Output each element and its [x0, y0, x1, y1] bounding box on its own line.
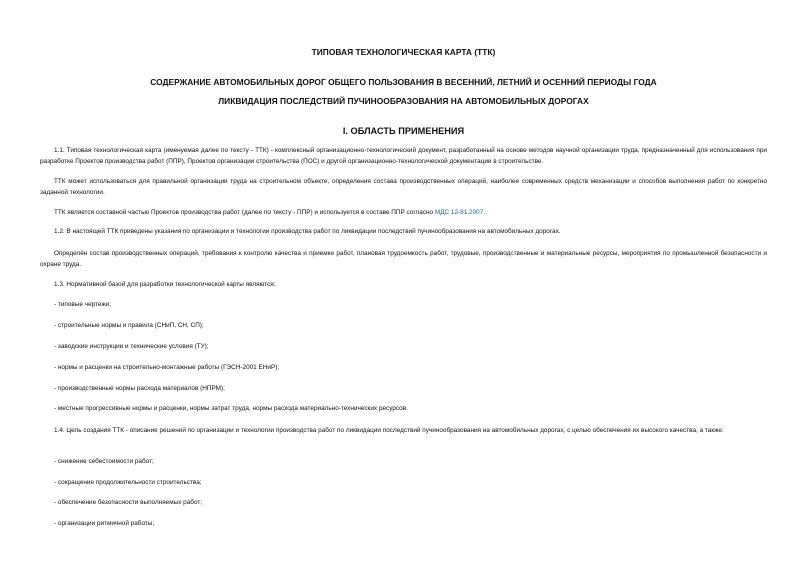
list-item: - обеспечение безопасности выполняемых работ; [54, 499, 203, 506]
list-item: - строительные нормы и правила (СНиП, СН, СП); [54, 322, 204, 329]
paragraph-ttk-part-text: ТТК является составной частью Проектов производства работ (далее по тексту - ППР) и используется в составе ППР согласно [54, 209, 435, 216]
paragraph-1-1: 1.1. Типовая технологическая карта (именуемая далее по тексту - ТТК) - комплексный организационно-технологический документ, разработанный на основе методов научной организации труда, предназначенный для использования при разработке Проектов производства работ (ППР), Проектов организации строительства (ПОС) и другой организационно-технологической документации в строительстве. [40, 147, 767, 165]
list-item: - нормы и расценки на строительно-монтажные работы (ГЭСН-2001 ЕНиР); [54, 364, 280, 371]
mds-reference-link[interactable]: МДС 12-81.2007 [434, 209, 484, 216]
paragraph-ttk-use: ТТК может использоваться для правильной организации труда на строительном объекте, определения состава производственных операций, наиболее современных средств механизации и способов выполнения работ по конкретно заданной технологии. [40, 178, 767, 196]
paragraph-ttk-part-end: . [483, 209, 486, 216]
list-item: - производственные нормы расхода материалов (НПРМ); [54, 385, 225, 392]
document-subtitle-road-maintenance: СОДЕРЖАНИЕ АВТОМОБИЛЬНЫХ ДОРОГ ОБЩЕГО ПОЛЬЗОВАНИЯ В ВЕСЕННИЙ, ЛЕТНИЙ И ОСЕННИЙ ПЕРИОДЫ ГОДА [150, 77, 657, 87]
document-title: ТИПОВАЯ ТЕХНОЛОГИЧЕСКАЯ КАРТА (ТТК) [311, 47, 496, 57]
paragraph-1-4: 1.4. Цель создания ТТК - описание решений по организации и технологии производства работ по ликвидации последствий пучинообразования на автомобильных дорогах, с целью обеспечения их высокого качества, а также: [54, 427, 724, 434]
document-subtitle-heaving: ЛИКВИДАЦИЯ ПОСЛЕДСТВИЙ ПУЧИНООБРАЗОВАНИЯ НА АВТОМОБИЛЬНЫХ ДОРОГАХ [218, 96, 589, 106]
paragraph-1-2: 1.2. В настоящей ТТК приведены указания по организации и технологии производства работ по ликвидации последствий пучинообразования на автомобильных дорогах. [54, 228, 561, 235]
document-page [40, 0, 767, 571]
list-item: - снижение себестоимости работ; [54, 458, 154, 465]
section-heading-scope: I. ОБЛАСТЬ ПРИМЕНЕНИЯ [342, 126, 465, 136]
paragraph-ttk-part [40, 207, 767, 218]
paragraph-1-3: 1.3. Нормативной базой для разработки технологической карты являются: [54, 281, 276, 288]
list-item: - организации ритмичной работы; [54, 520, 155, 527]
list-item: - сокращение продолжительности строительства; [54, 479, 202, 486]
list-item: - местные прогрессивные нормы и расценки, нормы затрат труда, нормы расхода материально-технических ресурсов. [54, 405, 408, 412]
list-item: - типовые чертежи; [54, 301, 111, 308]
list-item: - заводские инструкции и технические условия (ТУ); [54, 343, 209, 350]
paragraph-determined-composition: Определён состав производственных операций, требования к контролю качества и приемке работ, плановая трудоемкость работ, трудовые, производственные и материальные ресурсы, мероприятия по промышленной безопасности и охране труда. [40, 250, 767, 268]
